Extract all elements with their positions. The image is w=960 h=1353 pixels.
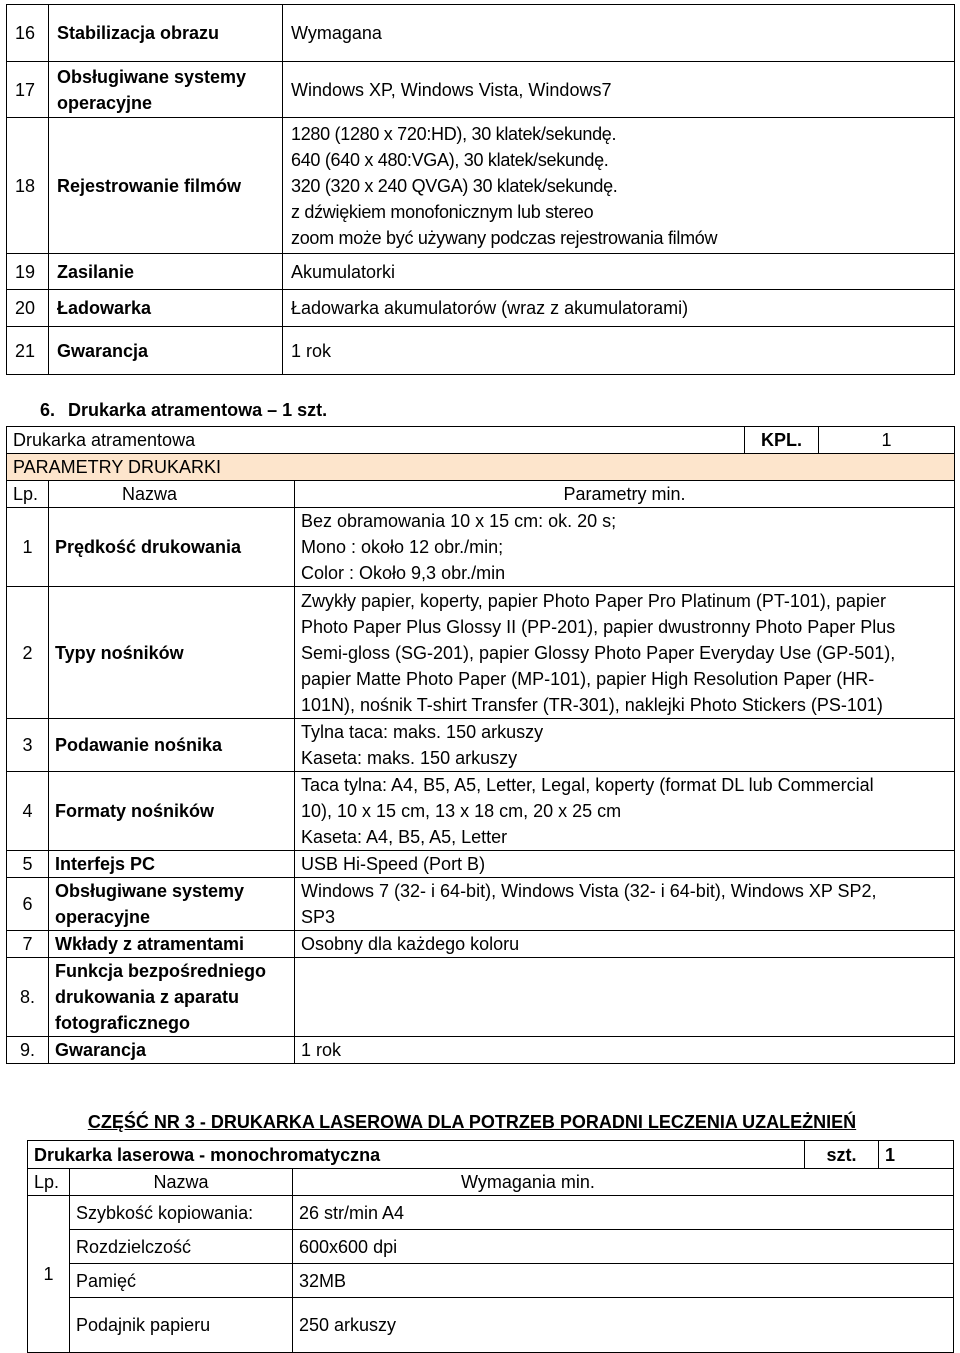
- table-row: [7, 62, 955, 118]
- row-number: 20: [7, 290, 49, 327]
- row-value: [295, 958, 955, 1037]
- value-line: Kaseta: maks. 150 arkuszy: [301, 748, 518, 768]
- table-row: [28, 1230, 954, 1264]
- params-header-row: [7, 454, 955, 481]
- inkjet-printer-table: [6, 426, 955, 1064]
- unit-label: szt.: [805, 1141, 879, 1169]
- quantity: 1: [819, 427, 955, 454]
- table-row: [7, 5, 955, 62]
- row-value: USB Hi-Speed (Port B): [295, 851, 955, 878]
- section-title: Drukarka atramentowa – 1 szt.: [68, 400, 328, 420]
- col-params: Parametry min.: [295, 481, 955, 508]
- row-value: 32MB: [293, 1264, 954, 1298]
- table-row: [7, 851, 955, 878]
- device-name: Drukarka atramentowa: [7, 427, 745, 454]
- name-line: Funkcja bezpośredniego: [55, 961, 267, 981]
- value-line: papier Matte Photo Paper (MP-101), papier High Resolution Paper (HR-: [301, 668, 875, 689]
- value-line: zoom może być używany podczas rejestrowania filmów: [291, 227, 718, 248]
- section-heading: [40, 400, 327, 421]
- row-number: 19: [7, 254, 49, 290]
- table-row: [7, 931, 955, 958]
- row-number: 17: [7, 62, 49, 118]
- value-line: Bez obramowania 10 x 15 cm: ok. 20 s;: [301, 511, 617, 531]
- row-number: 2: [7, 587, 49, 719]
- table-row: [7, 254, 955, 290]
- row-name: Gwarancja: [49, 327, 283, 375]
- value-line: Windows 7 (32- i 64-bit), Windows Vista (32- i 64-bit), Windows XP SP2,: [301, 881, 877, 901]
- row-name: Typy nośników: [49, 587, 295, 719]
- row-number: 16: [7, 5, 49, 62]
- value-line: Photo Paper Plus Glossy II (PP-201), papier dwustronny Photo Paper Plus: [301, 616, 896, 637]
- row-name: Stabilizacja obrazu: [49, 5, 283, 62]
- params-header: PARAMETRY DRUKARKI: [7, 454, 955, 481]
- row-name: Gwarancja: [49, 1037, 295, 1064]
- row-value: [283, 118, 955, 254]
- value-line: Semi-gloss (SG-201), papier Glossy Photo Paper Everyday Use (GP-501),: [301, 642, 896, 663]
- value-line: Color : Około 9,3 obr./min: [301, 563, 506, 583]
- row-number: 1: [28, 1196, 70, 1353]
- device-row: [28, 1141, 954, 1169]
- name-line: drukowania z aparatu: [55, 987, 240, 1007]
- value-line: Taca tylna: A4, B5, A5, Letter, Legal, koperty (format DL lub Commercial: [301, 775, 874, 795]
- row-number: 7: [7, 931, 49, 958]
- col-req-cell: [293, 1169, 954, 1196]
- row-value: 250 arkuszy: [293, 1298, 954, 1353]
- table-row: [7, 587, 955, 719]
- row-name: Wkłady z atramentami: [49, 931, 295, 958]
- table-row: [7, 508, 955, 587]
- row-value: [295, 878, 955, 931]
- table-row: [28, 1196, 954, 1230]
- value-line: Tylna taca: maks. 150 arkuszy: [301, 722, 544, 742]
- name-line: operacyjne: [55, 907, 151, 927]
- row-value: Windows XP, Windows Vista, Windows7: [283, 62, 955, 118]
- row-number: 1: [7, 508, 49, 587]
- row-name: Rejestrowanie filmów: [49, 118, 283, 254]
- row-value: Osobny dla każdego koloru: [295, 931, 955, 958]
- table-row: [7, 290, 955, 327]
- row-name: Szybkość kopiowania:: [70, 1196, 293, 1230]
- row-name: Obsługiwane systemy operacyjne: [49, 62, 283, 118]
- col-name: Nazwa: [70, 1169, 293, 1196]
- col-lp: Lp.: [7, 481, 49, 508]
- col-req: Wymagania min.: [461, 1172, 595, 1192]
- row-name: Podajnik papieru: [70, 1298, 293, 1353]
- row-value: 1 rok: [283, 327, 955, 375]
- row-value: Wymagana: [283, 5, 955, 62]
- row-value: Akumulatorki: [283, 254, 955, 290]
- value-line: 1280 (1280 x 720:HD), 30 klatek/sekundę.: [291, 123, 617, 144]
- row-name: Interfejs PC: [49, 851, 295, 878]
- row-name: Rozdzielczość: [70, 1230, 293, 1264]
- table-row: [28, 1264, 954, 1298]
- table-row: [7, 327, 955, 375]
- name-line: Obsługiwane systemy: [55, 881, 245, 901]
- col-name: Nazwa: [49, 481, 295, 508]
- row-number: 18: [7, 118, 49, 254]
- quantity: 1: [879, 1141, 954, 1169]
- row-name: Formaty nośników: [49, 772, 295, 851]
- table-row: [7, 772, 955, 851]
- row-number: 4: [7, 772, 49, 851]
- value-line: 10), 10 x 15 cm, 13 x 18 cm, 20 x 25 cm: [301, 801, 622, 821]
- col-lp: Lp.: [28, 1169, 70, 1196]
- row-value: [295, 587, 955, 719]
- row-value: [295, 508, 955, 587]
- device-name: Drukarka laserowa - monochromatyczna: [28, 1141, 805, 1169]
- row-name: Podawanie nośnika: [49, 719, 295, 772]
- value-line: Kaseta: A4, B5, A5, Letter: [301, 827, 508, 847]
- value-line: z dźwiękiem monofonicznym lub stereo: [291, 201, 594, 222]
- row-value: Ładowarka akumulatorów (wraz z akumulatorami): [283, 290, 955, 327]
- value-line: Zwykły papier, koperty, papier Photo Paper Pro Platinum (PT-101), papier: [301, 590, 886, 611]
- value-line: 101N), nośnik T-shirt Transfer (TR-301), naklejki Photo Stickers (PS-101): [301, 694, 883, 715]
- table-row: [7, 958, 955, 1037]
- laser-printer-table: [27, 1140, 954, 1353]
- value-line: SP3: [301, 907, 336, 927]
- value-line: 640 (640 x 480:VGA), 30 klatek/sekundę.: [291, 149, 609, 170]
- table-row: [28, 1298, 954, 1353]
- row-value: [295, 772, 955, 851]
- row-value: 600x600 dpi: [293, 1230, 954, 1264]
- column-header-row: [28, 1169, 954, 1196]
- row-value: [295, 719, 955, 772]
- row-name: Ładowarka: [49, 290, 283, 327]
- row-name: [49, 878, 295, 931]
- row-name: [49, 958, 295, 1037]
- row-name: Zasilanie: [49, 254, 283, 290]
- row-number: 9.: [7, 1037, 49, 1064]
- section-number: 6.: [40, 400, 56, 420]
- row-value: 1 rok: [295, 1037, 955, 1064]
- device-row: [7, 427, 955, 454]
- table-row: [7, 878, 955, 931]
- row-number: 3: [7, 719, 49, 772]
- row-name: Prędkość drukowania: [49, 508, 295, 587]
- value-line: 320 (320 x 240 QVGA) 30 klatek/sekundę.: [291, 175, 618, 196]
- part3-title: CZĘŚĆ NR 3 - DRUKARKA LASEROWA DLA POTRZEB PORADNI LECZENIA UZALEŻNIEŃ: [87, 1112, 857, 1132]
- row-number: 8.: [7, 958, 49, 1037]
- camera-spec-table: [6, 4, 955, 375]
- row-name: Pamięć: [70, 1264, 293, 1298]
- name-line: fotograficznego: [55, 1013, 190, 1033]
- row-number: 6: [7, 878, 49, 931]
- column-header-row: [7, 481, 955, 508]
- table-row: [7, 719, 955, 772]
- row-number: 21: [7, 327, 49, 375]
- unit-label: KPL.: [745, 427, 819, 454]
- table-row: [7, 118, 955, 254]
- value-line: Mono : około 12 obr./min;: [301, 537, 504, 557]
- row-number: 5: [7, 851, 49, 878]
- table-row: [7, 1037, 955, 1064]
- row-value: 26 str/min A4: [293, 1196, 954, 1230]
